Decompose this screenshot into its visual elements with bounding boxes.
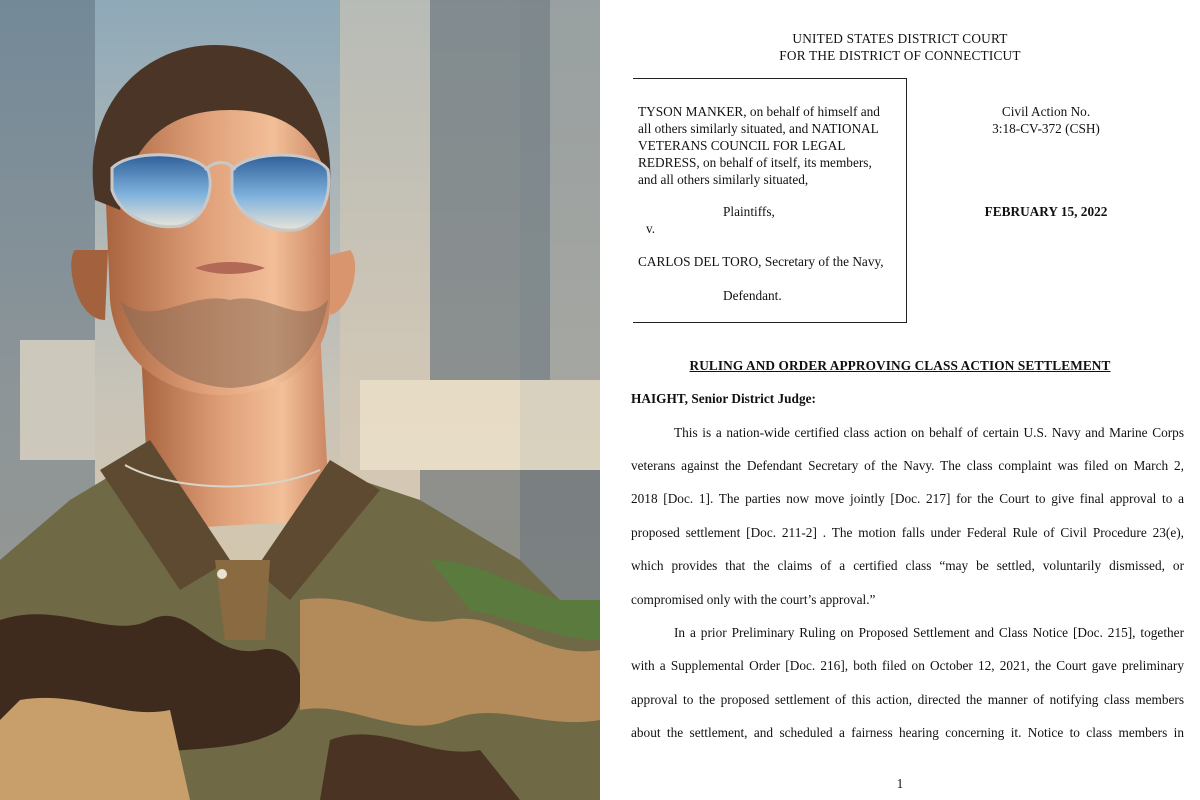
body-line: which provides that the claims of a certified class “may be settled, voluntarily dismissed, or [631,558,1184,573]
versus-label: v. [646,221,656,236]
party-line: and all others similarly situated, [638,172,809,187]
body-line: In a prior Preliminary Ruling on Proposed Settlement and Class Notice [Doc. 215], together [674,625,1184,640]
body-line: approval to the proposed settlement of this action, directed the manner of notifying class members [631,692,1184,707]
body-line: This is a nation-wide certified class action on behalf of certain U.S. Navy and Marine Corps [674,425,1184,440]
page-number: 1 [896,776,904,791]
party-line: all others similarly situated, and NATIONAL [638,121,879,136]
party-line: REDRESS, on behalf of itself, its members, [638,155,872,170]
court-name: UNITED STATES DISTRICT COURT [792,31,1008,46]
plaintiffs-label: Plaintiffs, [723,204,775,219]
court-document-page [600,0,1200,800]
party-line: VETERANS COUNCIL FOR LEGAL [638,138,846,153]
body-line: 2018 [Doc. 1]. The parties now move jointly [Doc. 217] for the Court to give final approval to a [631,491,1184,506]
civil-action-label: Civil Action No. [1001,104,1091,119]
court-district: FOR THE DISTRICT OF CONNECTICUT [779,48,1021,63]
court-header [600,30,1200,64]
civil-action-block [946,103,1146,137]
plaintiffs-block [638,103,903,188]
body-line: with a Supplemental Order [Doc. 216], both filed on October 12, 2021, the Court gave preliminary [631,658,1184,673]
defendant-name: CARLOS DEL TORO, Secretary of the Navy, [638,254,884,269]
body-line: veterans against the Defendant Secretary of the Navy. The class complaint was filed on March 2, [631,458,1184,473]
civil-action-number: 3:18-CV-372 (CSH) [992,121,1100,136]
body-line: about the settlement, and scheduled a fairness hearing concerning it. Notice to class members in [631,725,1184,740]
ruling-title: RULING AND ORDER APPROVING CLASS ACTION SETTLEMENT [689,358,1111,373]
body-line: proposed settlement [Doc. 211-2] . The motion falls under Federal Rule of Civil Procedure 23(e), [631,525,1184,540]
defendant-label: Defendant. [723,288,782,303]
judge-line: HAIGHT, Senior District Judge: [631,391,816,406]
party-line: TYSON MANKER, on behalf of himself and [638,104,880,119]
body-line: compromised only with the court’s approval.” [631,592,876,607]
filing-date: FEBRUARY 15, 2022 [984,204,1108,219]
